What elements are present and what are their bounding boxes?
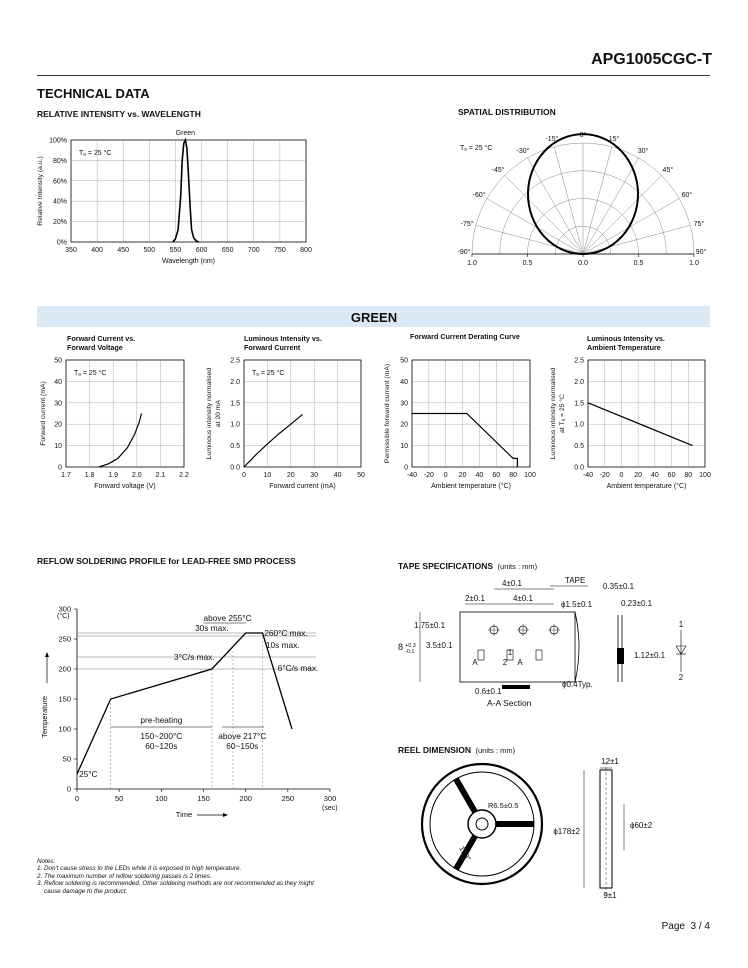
section-title: TECHNICAL DATA xyxy=(37,86,150,101)
x-tick-label: 20 xyxy=(458,472,467,479)
y-tick-label: 200 xyxy=(58,664,71,674)
dim-04: ϕ0.4Typ. xyxy=(562,680,593,689)
y-tick-label: 40 xyxy=(400,378,408,386)
radial-tick-label: 1.0 xyxy=(689,260,699,267)
x-tick-label: 1.8 xyxy=(84,472,95,479)
x-axis-label: Time xyxy=(175,810,193,819)
section-mark-a: A xyxy=(517,658,523,667)
annotation-60120: 60~120s xyxy=(145,741,178,751)
y-tick-label: 10 xyxy=(54,443,62,451)
x-tick-label: 0 xyxy=(242,472,246,479)
dim-120: 120° xyxy=(457,844,473,863)
x-tick-label: 2.2 xyxy=(179,472,189,479)
y-axis-label: at 20 mA xyxy=(215,399,222,428)
polar-spoke xyxy=(583,147,612,254)
side-component xyxy=(617,648,624,664)
y-tick-label: 0% xyxy=(56,239,67,247)
polar-spoke xyxy=(476,225,583,254)
x-tick-label: 80 xyxy=(509,472,518,479)
x-tick-label: 400 xyxy=(91,247,103,254)
y-tick-label: 0 xyxy=(58,464,62,472)
angle-label: -30° xyxy=(516,148,530,156)
part-number: APG1005CGC-T xyxy=(591,51,712,68)
derating-chart xyxy=(380,352,540,497)
page-number: Page 3 / 4 xyxy=(661,921,710,932)
x-tick-label: 20 xyxy=(634,472,643,479)
header-rule xyxy=(37,75,710,76)
x-tick-label: 150 xyxy=(197,794,210,803)
x-tick-label: 2.1 xyxy=(155,472,166,479)
y-axis-label: Relative Intensity (a.u.) xyxy=(37,156,44,226)
annotation-above255: above 255°C xyxy=(203,613,252,623)
dim-12: 12±1 xyxy=(601,757,619,766)
condition-label: Tₐ = 25 °C xyxy=(79,150,112,157)
annotation-3c: 3°C/s max. xyxy=(173,652,215,662)
y-tick-label: 80% xyxy=(52,157,67,165)
x-tick-label: 40 xyxy=(475,472,484,479)
x-tick-label: -20 xyxy=(423,472,434,479)
y-tick-label: 2.0 xyxy=(230,378,240,386)
x-tick-label: 30 xyxy=(310,472,319,479)
angle-label: -15° xyxy=(545,136,559,144)
angle-label: 45° xyxy=(662,167,674,175)
y-tick-label: 2.5 xyxy=(230,357,240,365)
y-unit-label: (°C) xyxy=(57,613,70,620)
dim-178: ϕ178±2 xyxy=(553,827,580,836)
dim-8: 8 xyxy=(398,642,404,652)
note-3: 3. Reflow soldering is recommended. Other soldering methods are not recommended as they might xyxy=(37,880,314,888)
diode-pin-1: 1 xyxy=(678,620,684,629)
y-tick-label: 150 xyxy=(58,694,71,704)
reel-drawing xyxy=(410,752,690,902)
y-tick-label: 0 xyxy=(66,784,71,794)
radial-tick-label: 1.0 xyxy=(467,260,477,267)
polar-spoke xyxy=(554,147,583,254)
dim-8-tol-plus: +0.3 xyxy=(405,643,416,649)
y-tick-label: 0.5 xyxy=(574,443,584,451)
notes-title: Notes: xyxy=(37,858,56,865)
annotation-6c: 6°C/s max. xyxy=(277,663,319,673)
x-axis-label: Ambient temperature (°C) xyxy=(606,483,687,490)
y-axis-label: Luminous intensity normalised xyxy=(206,367,213,460)
annotation-150200: 150~200°C xyxy=(140,731,183,741)
angle-label: 15° xyxy=(608,136,620,144)
y-tick-label: 0.0 xyxy=(574,464,584,472)
x-tick-label: -40 xyxy=(406,472,418,479)
dim-035: 0.35±0.1 xyxy=(603,582,635,591)
y-tick-label: 10 xyxy=(400,443,408,451)
pin-mark-2: 2 xyxy=(502,658,508,667)
x-tick-label: 20 xyxy=(286,472,295,479)
dim-60: ϕ60±2 xyxy=(630,821,653,830)
aa-section-shape xyxy=(502,685,530,689)
x-arrowhead xyxy=(223,813,228,817)
y-axis-label: Temperature xyxy=(40,695,49,739)
x-tick-label: 250 xyxy=(281,794,295,803)
y-tick-label: 2.5 xyxy=(574,357,584,365)
dim-15: ϕ1.5±0.1 xyxy=(561,600,593,609)
y-tick-label: 1.0 xyxy=(574,421,584,429)
fv-chart xyxy=(36,352,196,497)
annotation-25c: 25°C xyxy=(79,769,98,779)
y-axis-label: at Tₐ = 25 °C xyxy=(559,394,566,433)
polar-spoke xyxy=(583,225,690,254)
y-tick-label: 20 xyxy=(54,421,62,429)
x-axis-label: Forward current (mA) xyxy=(269,483,336,490)
angle-label: 30° xyxy=(637,148,649,156)
annotation-60150: 60~150s xyxy=(226,741,259,751)
tape-units: (units : mm) xyxy=(497,562,538,571)
x-tick-label: 80 xyxy=(684,472,693,479)
dim-2: 2±0.1 xyxy=(465,594,485,603)
dim-175: 1.75±0.1 xyxy=(414,621,446,630)
x-tick-label: 1.7 xyxy=(61,472,71,479)
x-tick-label: -40 xyxy=(582,472,594,479)
dim-8-tol-minus: -0.1 xyxy=(405,649,415,655)
y-tick-label: 60% xyxy=(52,178,67,186)
annotation-10s: 10s max. xyxy=(265,640,300,650)
y-axis-label: Luminous intensity normalised xyxy=(550,367,557,460)
y-tick-label: 40% xyxy=(52,198,67,206)
pocket xyxy=(478,650,484,660)
y-arrowhead xyxy=(45,652,49,657)
radial-tick-label: 0.0 xyxy=(578,260,588,267)
plot-frame xyxy=(588,360,705,467)
radial-tick-label: 0.5 xyxy=(633,260,644,267)
spatial-title: SPATIAL DISTRIBUTION xyxy=(458,107,556,117)
radial-tick-label: 0.5 xyxy=(522,260,533,267)
reflow-chart xyxy=(36,600,356,840)
polar-spoke xyxy=(487,199,583,255)
dim-9: 9±1 xyxy=(603,891,617,900)
y-tick-label: 50 xyxy=(62,754,71,764)
annotation-above217: above 217°C xyxy=(218,731,267,741)
y-tick-label: 2.0 xyxy=(574,378,584,386)
x-tick-label: 200 xyxy=(239,794,252,803)
y-tick-label: 30 xyxy=(54,400,62,408)
color-band-label: GREEN xyxy=(350,310,398,325)
condition-label: Tₐ = 25 °C xyxy=(460,145,493,152)
angle-label: -45° xyxy=(491,167,505,175)
x-unit-label: (sec) xyxy=(322,805,338,812)
tape-body xyxy=(460,612,575,682)
pocket xyxy=(536,650,542,660)
dim-35: 3.5±0.1 xyxy=(426,641,453,650)
polar-spoke xyxy=(583,199,679,255)
y-tick-label: 20% xyxy=(52,219,67,227)
angle-label: 75° xyxy=(693,220,705,228)
x-tick-label: 500 xyxy=(143,247,156,254)
intensity-chart-title: RELATIVE INTENSITY vs. WAVELENGTH xyxy=(37,109,201,119)
x-tick-label: 1.9 xyxy=(108,472,119,479)
spatial-chart xyxy=(450,128,720,270)
section-mark-a: A xyxy=(472,658,478,667)
y-axis-label: Permissible forward current (mA) xyxy=(384,363,391,464)
polar-spoke xyxy=(528,158,584,254)
dim-112: 1.12±0.1 xyxy=(634,651,666,660)
y-tick-label: 300 xyxy=(58,604,71,614)
dim-06: 0.6±0.1 xyxy=(475,687,502,696)
x-tick-label: 50 xyxy=(357,472,365,479)
x-tick-label: 800 xyxy=(300,247,312,254)
angle-label: -60° xyxy=(472,192,486,199)
li-chart-title: Luminous Intensity vs. Forward Current xyxy=(244,334,322,352)
dim-4b: 4±0.1 xyxy=(513,594,533,603)
x-tick-label: 100 xyxy=(699,472,711,479)
x-tick-label: 0 xyxy=(74,794,80,803)
fv-chart-title: Forward Current vs. Forward Voltage xyxy=(67,334,136,352)
y-tick-label: 250 xyxy=(58,634,71,644)
aa-section-label: A-A Section xyxy=(487,698,532,708)
x-axis-label: Wavelength (nm) xyxy=(161,258,216,265)
notes xyxy=(37,858,314,895)
dim-tape: TAPE xyxy=(565,576,586,585)
condition-label: Tₐ = 25 °C xyxy=(252,370,285,377)
note-3-cont: cause damage to the product. xyxy=(37,887,128,895)
x-tick-label: 2.0 xyxy=(131,472,142,479)
x-tick-label: 0 xyxy=(443,472,448,479)
intensity-chart xyxy=(30,124,330,274)
x-tick-label: 50 xyxy=(114,794,124,803)
x-tick-label: 100 xyxy=(155,794,168,803)
y-tick-label: 20 xyxy=(400,421,408,429)
lt-chart-title: Luminous Intensity vs. Ambient Temperature xyxy=(587,334,665,352)
condition-label: Tₐ = 25 °C xyxy=(74,370,107,377)
x-tick-label: 300 xyxy=(323,794,337,803)
y-tick-label: 1.5 xyxy=(230,400,240,408)
note-2: 2. The maximum number of reflow soldering passes is 2 times. xyxy=(37,872,212,880)
y-tick-label: 0.5 xyxy=(230,443,240,451)
x-tick-label: 350 xyxy=(65,247,77,254)
angle-label: -75° xyxy=(460,220,474,228)
x-axis-label: Forward voltage (V) xyxy=(94,483,156,490)
lt-chart xyxy=(546,352,716,497)
reel-title-text: REEL DIMENSION xyxy=(398,745,472,755)
li-chart xyxy=(202,352,372,497)
x-tick-label: 600 xyxy=(195,247,208,254)
x-tick-label: 750 xyxy=(274,247,286,254)
series-name-label: Green xyxy=(175,130,196,137)
y-axis-label: Forward current (mA) xyxy=(40,381,47,446)
x-tick-label: 550 xyxy=(169,247,182,254)
x-tick-label: 0 xyxy=(619,472,624,479)
y-tick-label: 50 xyxy=(400,357,408,365)
reel-units: (units : mm) xyxy=(475,746,516,755)
x-tick-label: 40 xyxy=(650,472,659,479)
angle-label: -90° xyxy=(457,249,471,256)
dim-4a: 4±0.1 xyxy=(502,579,522,588)
x-tick-label: 40 xyxy=(333,472,342,479)
y-tick-label: 40 xyxy=(54,378,62,386)
y-tick-label: 0 xyxy=(404,464,408,472)
reflow-title: REFLOW SOLDERING PROFILE for LEAD-FREE SMD PROCESS xyxy=(37,556,296,566)
polar-spoke xyxy=(583,176,661,254)
y-tick-label: 0.0 xyxy=(230,464,240,472)
y-tick-label: 50 xyxy=(54,357,62,365)
x-tick-label: 650 xyxy=(221,247,234,254)
diode-pin-2: 2 xyxy=(678,673,684,682)
y-tick-label: 1.0 xyxy=(230,421,240,429)
angle-label: 90° xyxy=(695,249,707,256)
x-tick-label: 700 xyxy=(247,247,260,254)
x-axis-label: Ambient temperature (°C) xyxy=(431,483,511,490)
y-tick-label: 100 xyxy=(58,724,71,734)
y-tick-label: 1.5 xyxy=(574,400,584,408)
dim-023: 0.23±0.1 xyxy=(621,599,653,608)
tape-drawing xyxy=(390,570,720,715)
tape-break xyxy=(575,612,579,682)
dim-r65: R6.5±0.5 xyxy=(488,801,519,810)
y-tick-label: 100% xyxy=(49,137,67,145)
annotation-260: 260°C max. xyxy=(264,628,308,638)
annotation-preheat: pre-heating xyxy=(140,715,183,725)
angle-label: 60° xyxy=(681,192,693,199)
x-tick-label: 100 xyxy=(524,472,536,479)
polar-spoke xyxy=(505,176,583,254)
angle-label: 0° xyxy=(579,132,587,139)
y-tick-label: 30 xyxy=(400,400,408,408)
dr-chart-title: Forward Current Derating Curve xyxy=(410,332,520,341)
x-tick-label: -20 xyxy=(599,472,610,479)
x-tick-label: 10 xyxy=(263,472,272,479)
note-1: 1. Don't cause stress to the LEDs while it is exposed to high temperature. xyxy=(37,865,242,873)
pin-mark-1: 1 xyxy=(507,648,513,657)
tape-title-text: TAPE SPECIFICATIONS xyxy=(398,561,494,571)
polar-spoke xyxy=(583,158,639,254)
x-tick-label: 60 xyxy=(492,472,501,479)
x-tick-label: 450 xyxy=(117,247,130,254)
x-tick-label: 60 xyxy=(667,472,676,479)
annotation-30s: 30s max. xyxy=(195,623,229,633)
